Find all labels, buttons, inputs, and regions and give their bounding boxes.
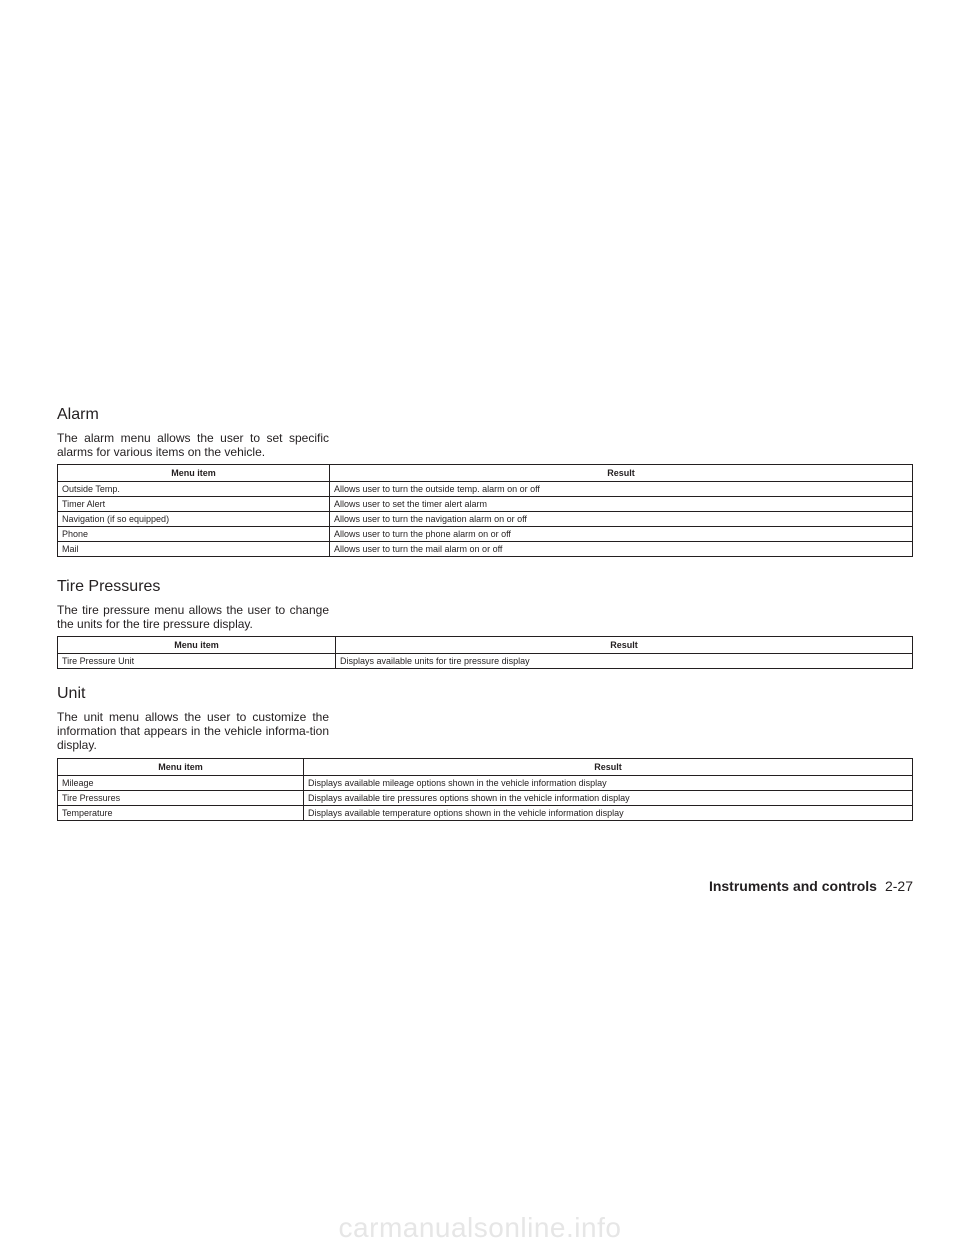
tire-pressures-table	[57, 636, 913, 669]
table-header-row	[58, 465, 913, 482]
tire-pressures-section	[57, 577, 913, 669]
column-header-result: Result	[304, 759, 913, 776]
result-cell: Displays available mileage options shown in the vehicle information display	[304, 776, 913, 791]
result-cell: Allows user to turn the phone alarm on or off	[330, 527, 913, 542]
unit-intro: The unit menu allows the user to customize the information that appears in the vehicle informa-tion display.	[57, 710, 329, 752]
result-cell: Allows user to turn the mail alarm on or off	[330, 542, 913, 557]
result-cell: Allows user to set the timer alert alarm	[330, 497, 913, 512]
table-row	[58, 776, 913, 791]
table-row	[58, 527, 913, 542]
unit-section	[57, 684, 913, 821]
table-row	[58, 806, 913, 821]
table-row	[58, 512, 913, 527]
tire-pressures-intro: The tire pressure menu allows the user to change the units for the tire pressure display.	[57, 603, 329, 631]
menu-item-cell: Mileage	[58, 776, 304, 791]
result-cell: Allows user to turn the outside temp. alarm on or off	[330, 482, 913, 497]
menu-item-cell: Timer Alert	[58, 497, 330, 512]
menu-item-cell: Outside Temp.	[58, 482, 330, 497]
menu-item-cell: Tire Pressure Unit	[58, 654, 336, 669]
column-header-result: Result	[330, 465, 913, 482]
page-number: 2-27	[884, 878, 913, 894]
menu-item-cell: Tire Pressures	[58, 791, 304, 806]
table-row	[58, 482, 913, 497]
result-cell: Displays available units for tire pressure display	[336, 654, 913, 669]
menu-item-cell: Mail	[58, 542, 330, 557]
unit-table	[57, 758, 913, 821]
table-header-row	[58, 637, 913, 654]
menu-item-cell: Temperature	[58, 806, 304, 821]
menu-item-cell: Navigation (if so equipped)	[58, 512, 330, 527]
table-row	[58, 497, 913, 512]
alarm-table	[57, 464, 913, 557]
tire-pressures-heading: Tire Pressures	[57, 578, 161, 595]
unit-heading: Unit	[57, 685, 86, 702]
page-footer	[709, 877, 913, 895]
alarm-section	[57, 405, 913, 557]
column-header-menu-item: Menu item	[58, 759, 304, 776]
column-header-menu-item: Menu item	[58, 637, 336, 654]
watermark: carmanualsonline.info	[338, 1212, 622, 1243]
menu-item-cell: Phone	[58, 527, 330, 542]
result-cell: Displays available tire pressures options shown in the vehicle information display	[304, 791, 913, 806]
result-cell: Displays available temperature options shown in the vehicle information display	[304, 806, 913, 821]
table-row	[58, 791, 913, 806]
alarm-heading: Alarm	[57, 406, 99, 423]
table-row	[58, 654, 913, 669]
footer-section-label: Instruments and controls	[708, 878, 877, 894]
column-header-menu-item: Menu item	[58, 465, 330, 482]
table-row	[58, 542, 913, 557]
result-cell: Allows user to turn the navigation alarm on or off	[330, 512, 913, 527]
alarm-intro: The alarm menu allows the user to set specific alarms for various items on the vehicle.	[57, 431, 329, 459]
column-header-result: Result	[336, 637, 913, 654]
table-header-row	[58, 759, 913, 776]
